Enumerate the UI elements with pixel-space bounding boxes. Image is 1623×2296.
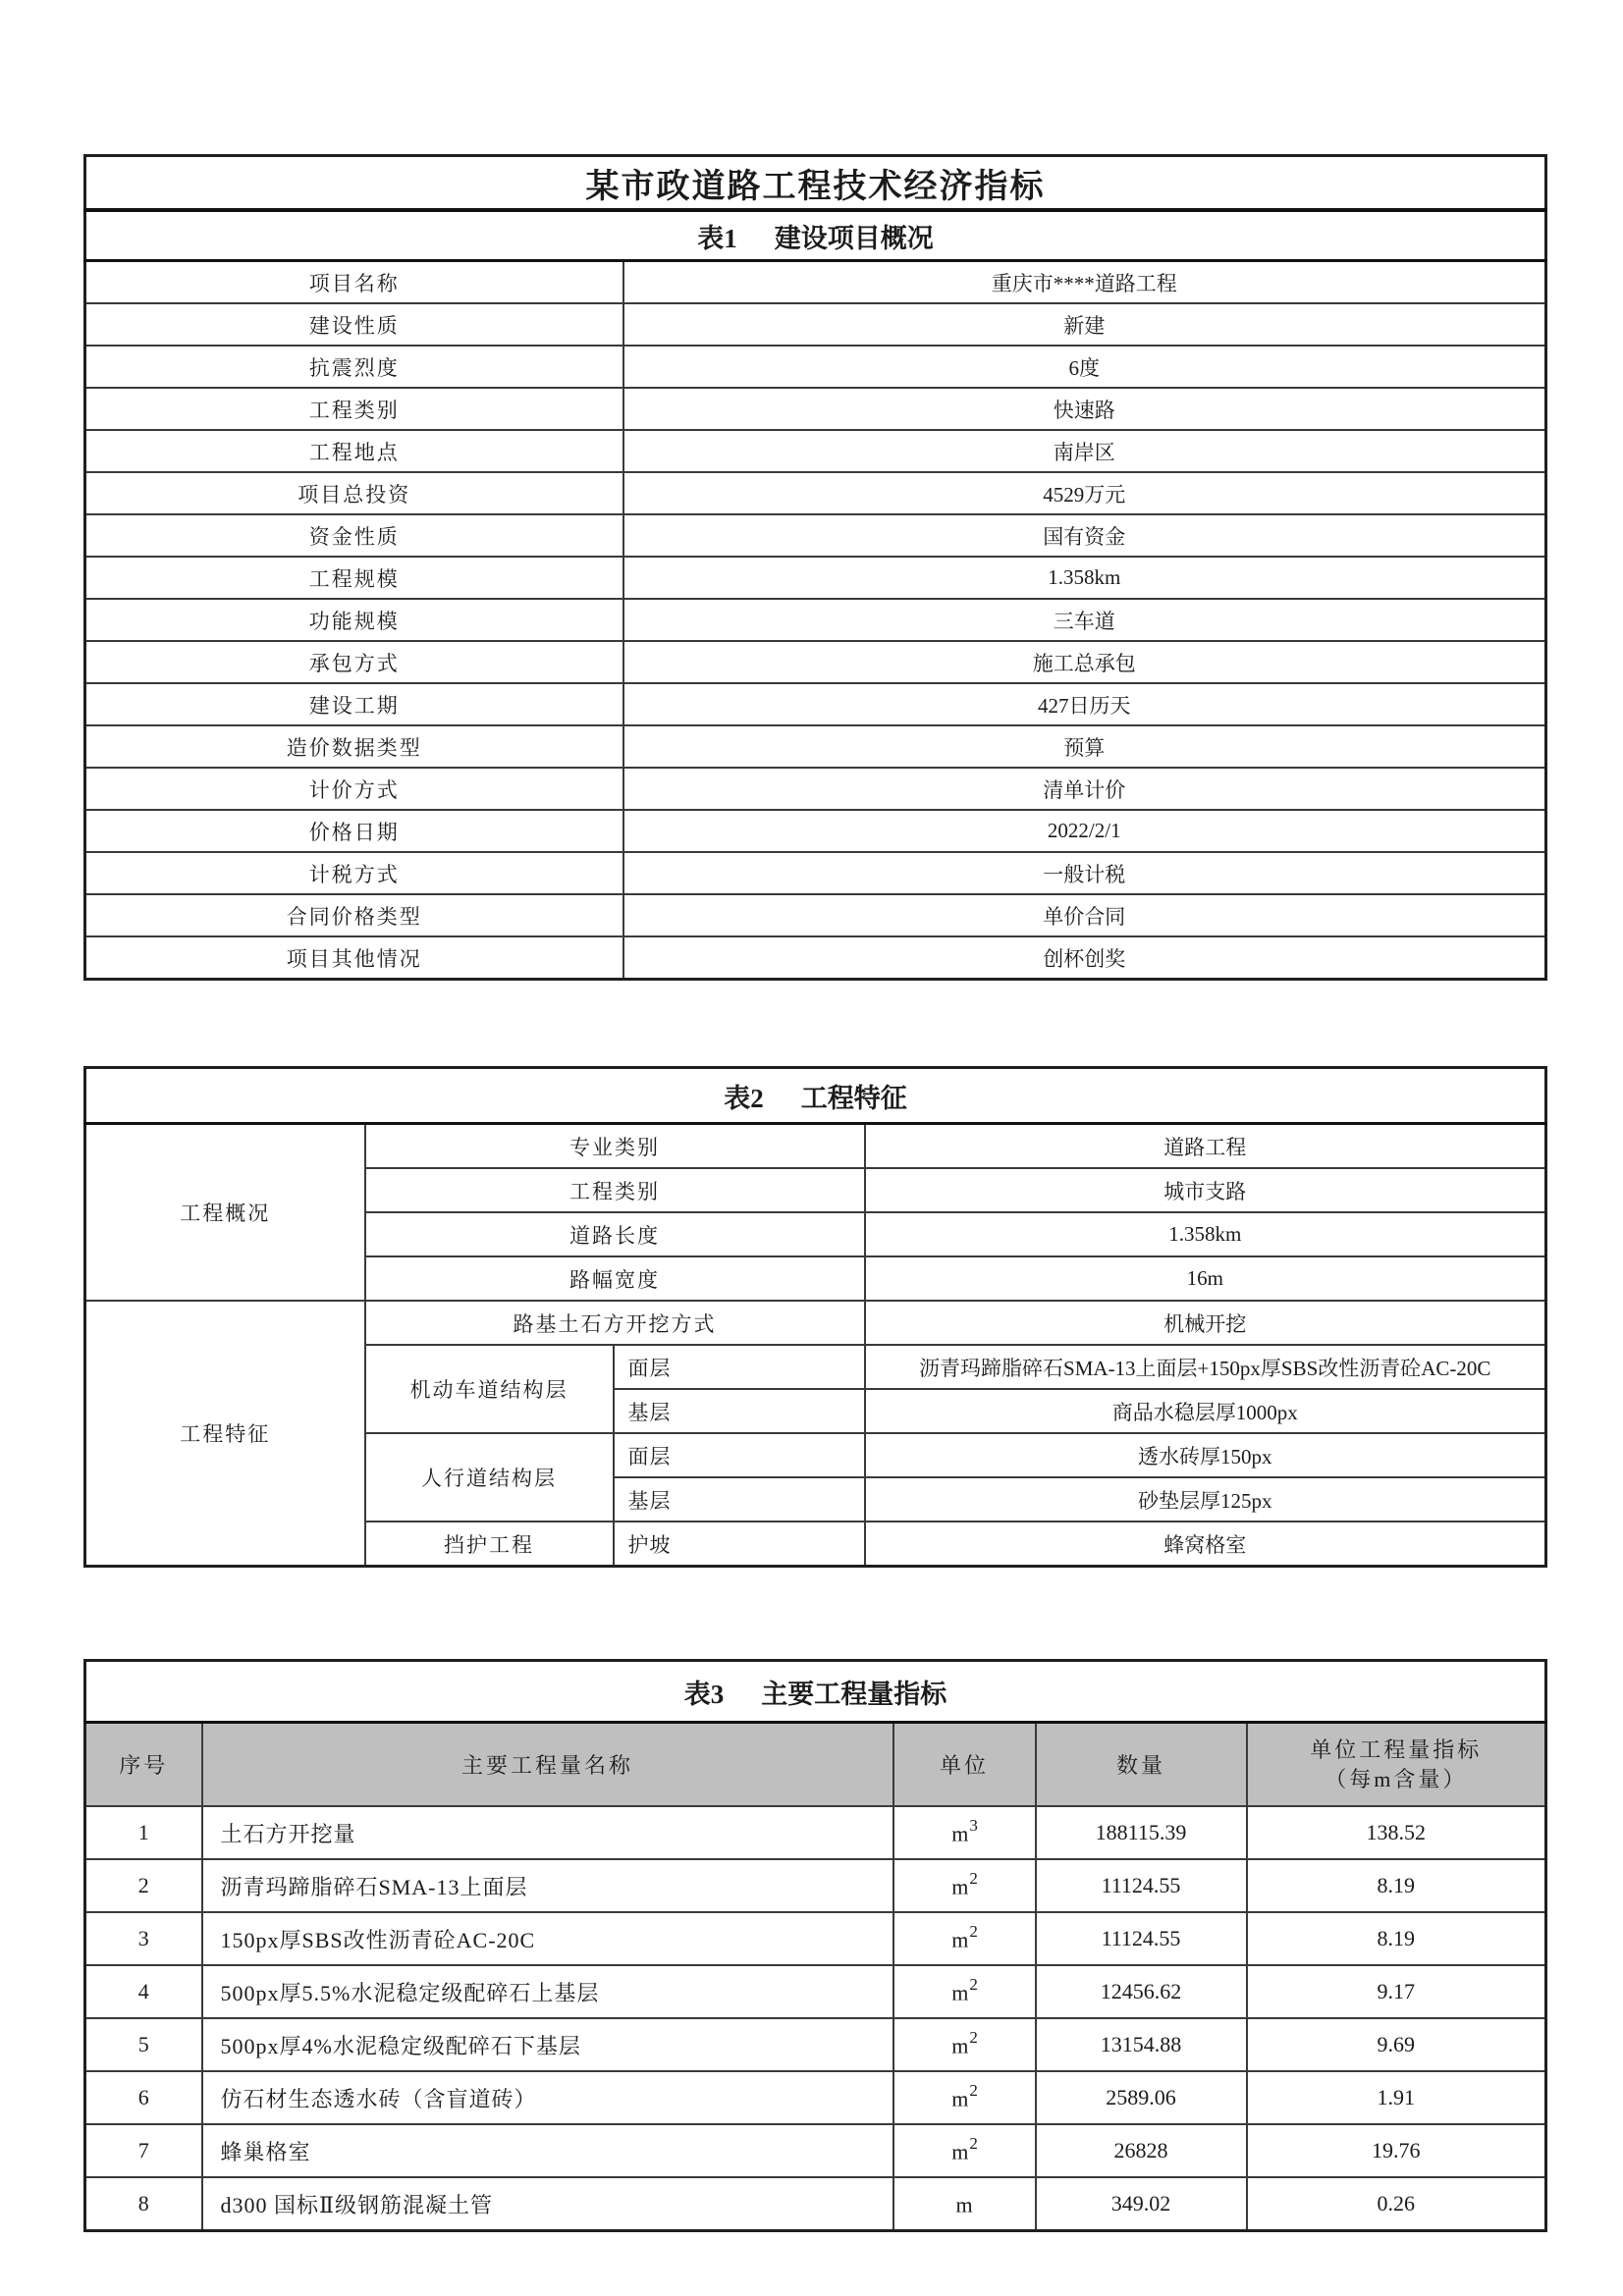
group-cell-overview: 工程概况 — [85, 1124, 365, 1302]
unit-sup: 3 — [969, 1816, 978, 1836]
value-cell: 创杯创奖 — [623, 936, 1546, 980]
header-indicator-line1: 单位工程量指标 — [1310, 1736, 1483, 1762]
label-cell-roadway: 机动车道结构层 — [365, 1345, 614, 1433]
value-cell: 国有资金 — [623, 514, 1546, 557]
table1-project-overview — [83, 154, 1547, 981]
value-cell: 6度 — [623, 346, 1546, 388]
quantity-cell: 26828 — [1036, 2124, 1247, 2177]
value-cell: 道路工程 — [865, 1124, 1546, 1169]
unit-cell — [893, 2071, 1036, 2124]
label-cell: 抗震烈度 — [85, 346, 623, 388]
label-cell: 项目名称 — [85, 261, 623, 304]
header-indicator-line2: （每m含量） — [1325, 1766, 1468, 1791]
label-cell-retaining: 挡护工程 — [365, 1522, 614, 1567]
unit-sup: 2 — [969, 1869, 978, 1889]
index-cell: 8 — [85, 2177, 202, 2231]
label-cell-sidewalk: 人行道结构层 — [365, 1433, 614, 1522]
header-quantity: 数量 — [1036, 1723, 1247, 1807]
name-cell: 仿石材生态透水砖（含盲道砖） — [202, 2071, 893, 2124]
unit-sup: 2 — [969, 2081, 978, 2101]
sublabel-cell: 面层 — [614, 1433, 865, 1477]
unit-cell — [893, 2124, 1036, 2177]
table2-engineering-features — [83, 1066, 1547, 1568]
value-cell: 透水砖厚150px — [865, 1433, 1546, 1477]
sublabel-cell: 护坡 — [614, 1522, 865, 1567]
quantity-cell: 349.02 — [1036, 2177, 1247, 2231]
label-cell: 建设工期 — [85, 683, 623, 725]
unit-base: m — [951, 2033, 969, 2058]
quantity-cell: 13154.88 — [1036, 2018, 1247, 2071]
table1-title-text: 建设项目概况 — [774, 223, 934, 253]
header-indicator — [1247, 1723, 1546, 1807]
label-cell: 承包方式 — [85, 641, 623, 683]
value-cell: 沥青玛蹄脂碎石SMA-13上面层+150px厚SBS改性沥青砼AC-20C — [865, 1345, 1546, 1389]
value-cell: 快速路 — [623, 388, 1546, 430]
value-cell: 施工总承包 — [623, 641, 1546, 683]
table3-main-quantities — [83, 1659, 1547, 2232]
value-cell: 蜂窝格室 — [865, 1522, 1546, 1567]
unit-cell — [893, 2018, 1036, 2071]
name-cell: 500px厚5.5%水泥稳定级配碎石上基层 — [202, 1965, 893, 2018]
value-cell: 南岸区 — [623, 430, 1546, 472]
value-cell: 427日历天 — [623, 683, 1546, 725]
unit-cell — [893, 1806, 1036, 1859]
quantity-cell: 12456.62 — [1036, 1965, 1247, 2018]
value-cell: 清单计价 — [623, 768, 1546, 810]
sublabel-cell: 基层 — [614, 1389, 865, 1433]
quantity-cell: 2589.06 — [1036, 2071, 1247, 2124]
table2-tag: 表2 — [724, 1083, 764, 1113]
label-cell: 工程类别 — [85, 388, 623, 430]
unit-cell — [893, 1912, 1036, 1965]
label-cell: 专业类别 — [365, 1124, 865, 1169]
indicator-cell: 19.76 — [1247, 2124, 1546, 2177]
index-cell: 6 — [85, 2071, 202, 2124]
unit-sup: 2 — [969, 2134, 978, 2154]
unit-sup: 2 — [969, 1922, 978, 1942]
unit-cell — [893, 1965, 1036, 2018]
table2-title-text: 工程特征 — [800, 1083, 907, 1113]
document-title: 某市政道路工程技术经济指标 — [85, 156, 1546, 211]
unit-cell — [893, 1859, 1036, 1912]
name-cell: 蜂巢格室 — [202, 2124, 893, 2177]
value-cell: 1.358km — [865, 1212, 1546, 1256]
unit-sup: 2 — [969, 2028, 978, 2048]
label-cell: 价格日期 — [85, 810, 623, 852]
indicator-cell: 138.52 — [1247, 1806, 1546, 1859]
value-cell: 三车道 — [623, 599, 1546, 641]
unit-base: m — [951, 1821, 969, 1846]
name-cell: 沥青玛蹄脂碎石SMA-13上面层 — [202, 1859, 893, 1912]
header-name: 主要工程量名称 — [202, 1723, 893, 1807]
unit-base: m — [951, 2086, 969, 2111]
value-cell: 4529万元 — [623, 472, 1546, 514]
table3-tag: 表3 — [683, 1679, 725, 1709]
table2-title — [85, 1068, 1546, 1124]
quantity-cell: 11124.55 — [1036, 1912, 1247, 1965]
value-cell: 城市支路 — [865, 1168, 1546, 1212]
label-cell: 工程规模 — [85, 557, 623, 599]
sublabel-cell: 面层 — [614, 1345, 865, 1389]
unit-cell — [893, 2177, 1036, 2231]
unit-base: m — [955, 2192, 973, 2217]
unit-sup: 2 — [969, 1975, 978, 1995]
label-cell: 计税方式 — [85, 852, 623, 894]
label-cell: 工程类别 — [365, 1168, 865, 1212]
value-cell: 16m — [865, 1256, 1546, 1301]
quantity-cell: 11124.55 — [1036, 1859, 1247, 1912]
name-cell: d300 国标Ⅱ级钢筋混凝土管 — [202, 2177, 893, 2231]
label-cell: 功能规模 — [85, 599, 623, 641]
label-cell: 资金性质 — [85, 514, 623, 557]
value-cell: 砂垫层厚125px — [865, 1477, 1546, 1522]
index-cell: 4 — [85, 1965, 202, 2018]
table3-title — [85, 1661, 1546, 1723]
label-cell: 工程地点 — [85, 430, 623, 472]
indicator-cell: 9.69 — [1247, 2018, 1546, 2071]
label-cell: 道路长度 — [365, 1212, 865, 1256]
label-cell: 建设性质 — [85, 303, 623, 346]
index-cell: 1 — [85, 1806, 202, 1859]
value-cell: 重庆市****道路工程 — [623, 261, 1546, 304]
index-cell: 5 — [85, 2018, 202, 2071]
value-cell: 机械开挖 — [865, 1301, 1546, 1345]
value-cell: 2022/2/1 — [623, 810, 1546, 852]
header-index: 序号 — [85, 1723, 202, 1807]
indicator-cell: 1.91 — [1247, 2071, 1546, 2124]
table3-title-text: 主要工程量指标 — [761, 1679, 947, 1709]
value-cell: 新建 — [623, 303, 1546, 346]
indicator-cell: 0.26 — [1247, 2177, 1546, 2231]
label-cell: 计价方式 — [85, 768, 623, 810]
label-cell: 项目其他情况 — [85, 936, 623, 980]
index-cell: 7 — [85, 2124, 202, 2177]
sublabel-cell: 基层 — [614, 1477, 865, 1522]
header-unit: 单位 — [893, 1723, 1036, 1807]
unit-base: m — [951, 2139, 969, 2164]
index-cell: 3 — [85, 1912, 202, 1965]
indicator-cell: 8.19 — [1247, 1912, 1546, 1965]
value-cell: 一般计税 — [623, 852, 1546, 894]
name-cell: 500px厚4%水泥稳定级配碎石下基层 — [202, 2018, 893, 2071]
label-cell: 路基土石方开挖方式 — [365, 1301, 865, 1345]
value-cell: 1.358km — [623, 557, 1546, 599]
unit-base: m — [951, 1980, 969, 2005]
label-cell: 路幅宽度 — [365, 1256, 865, 1301]
table1-title — [85, 210, 1546, 261]
name-cell: 土石方开挖量 — [202, 1806, 893, 1859]
indicator-cell: 9.17 — [1247, 1965, 1546, 2018]
value-cell: 商品水稳层厚1000px — [865, 1389, 1546, 1433]
label-cell: 合同价格类型 — [85, 894, 623, 936]
label-cell: 造价数据类型 — [85, 725, 623, 768]
unit-base: m — [951, 1874, 969, 1899]
value-cell: 单价合同 — [623, 894, 1546, 936]
index-cell: 2 — [85, 1859, 202, 1912]
group-cell-features: 工程特征 — [85, 1301, 365, 1567]
table1-tag: 表1 — [697, 223, 737, 253]
label-cell: 项目总投资 — [85, 472, 623, 514]
value-cell: 预算 — [623, 725, 1546, 768]
unit-base: m — [951, 1927, 969, 1952]
name-cell: 150px厚SBS改性沥青砼AC-20C — [202, 1912, 893, 1965]
quantity-cell: 188115.39 — [1036, 1806, 1247, 1859]
indicator-cell: 8.19 — [1247, 1859, 1546, 1912]
